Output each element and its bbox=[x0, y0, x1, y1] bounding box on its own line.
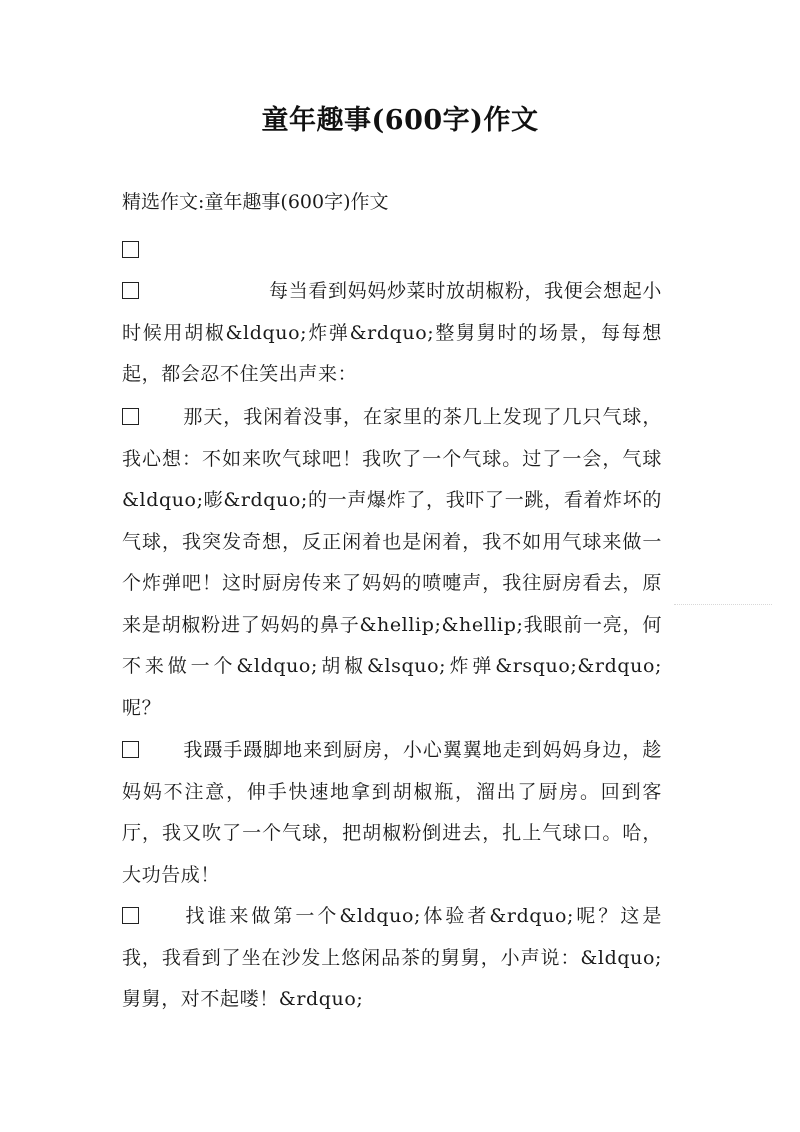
checkbox-icon bbox=[122, 741, 139, 758]
dotted-divider bbox=[674, 604, 772, 605]
paragraph-4 bbox=[122, 896, 662, 1021]
document-title: 童年趣事(600字)作文 bbox=[261, 105, 539, 136]
paragraph-text: 每当看到妈妈炒菜时放胡椒粉，我便会想起小时候用胡椒&ldquo;炸弹&rdquo;整舅舅时的场景，每每想起，都会忍不住笑出声来： bbox=[122, 280, 662, 385]
checkbox-icon bbox=[122, 282, 139, 299]
document-subtitle: 精选作文:童年趣事(600字)作文 bbox=[122, 191, 389, 213]
checkbox-icon bbox=[122, 408, 139, 425]
paragraph-2 bbox=[122, 397, 662, 729]
paragraph-text: 找谁来做第一个&ldquo;体验者&rdquo;呢？这是我，我看到了坐在沙发上悠闲品茶的舅舅，小声说：&ldquo;舅舅，对不起喽！&rdquo; bbox=[122, 905, 662, 1010]
paragraph-text: 我蹑手蹑脚地来到厨房，小心翼翼地走到妈妈身边，趁妈妈不注意，伸手快速地拿到胡椒瓶，溜出了厨房。回到客厅，我又吹了一个气球，把胡椒粉倒进去，扎上气球口。哈，大功告成！ bbox=[122, 739, 662, 886]
checkbox-icon bbox=[122, 907, 139, 924]
paragraph-text: 那天，我闲着没事，在家里的茶几上发现了几只气球，我心想：不如来吹气球吧！我吹了一个气球。过了一会，气球&ldquo;嘭&rdquo;的一声爆炸了，我吓了一跳，看着炸坏的气球，我突发奇想，反正闲着也是闲着，我不如用气球来做一个炸弹吧！这时厨房传来了妈妈的喷嚏声，我往厨房看去，原来是胡椒粉进了妈妈的鼻子&hellip;&hellip;我眼前一亮，何不来做一个&ldquo;胡椒&lsquo;炸弹&rsquo;&rdquo;呢？ bbox=[122, 406, 662, 719]
paragraph-3 bbox=[122, 730, 662, 896]
paragraph-1 bbox=[122, 271, 662, 396]
checkbox-icon bbox=[122, 241, 139, 258]
empty-checkbox-line bbox=[122, 236, 141, 264]
